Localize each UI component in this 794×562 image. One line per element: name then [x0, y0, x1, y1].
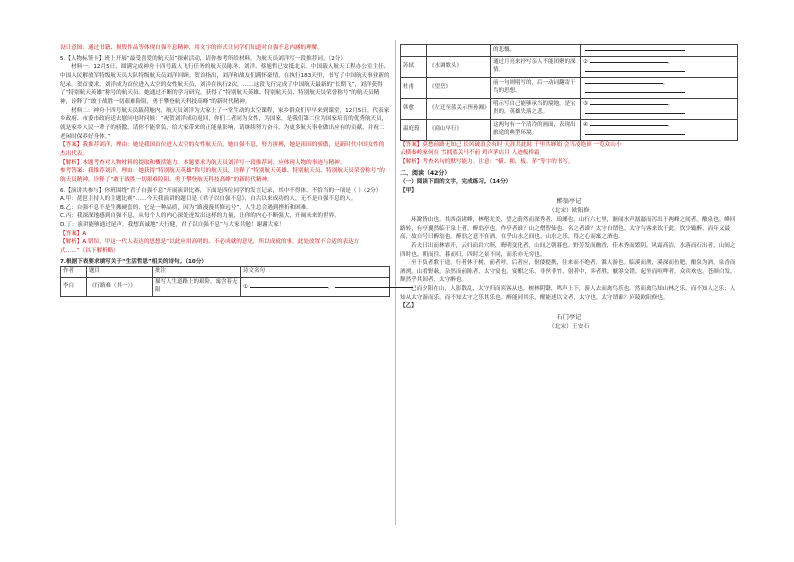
answer-line — [250, 283, 328, 288]
table-cell-blank[interactable]: ③ ， — [581, 98, 738, 119]
table-cell-title: 《水调歌头》 — [427, 56, 491, 77]
design-intent: 设计意图：通过书籍、损毁作品等体现自强不息精神，用文字的形式让同学们知道对自强不息内涵的理解。 — [60, 45, 323, 51]
q5-explanation-2: 参考答案：我推荐刘洋，理由：她获得“特别航天英雄”称号的航天员，诠释了“特别航天英雄、特别航天员、特别航天员荣誉称号”的航天员精神，诠释了“敢于战胜一切艰难险阻、勇于攀登航天科技高峰”的新时代精神。 — [60, 168, 385, 183]
answer-line — [585, 88, 685, 93]
table-cell-title: 《望岳》 — [427, 77, 491, 98]
table-header-cell: 作者 — [61, 267, 87, 278]
q5-explanation: 【解析】本题考查对人物材料的提取和概括能力。本题要求为航天员刘洋写一段推荐词，应体现人物的事迹与精神。 — [60, 159, 346, 166]
table-cell-empty — [401, 45, 427, 57]
q5-material-1: 材料一：12月5日，圆满完成神舟十四号载人飞行任务的航天员陈冬、刘洋、蔡旭哲已安抵北京。中国载人航天工程办公室主任、中国人民解放军特级航天员大队特级航天员刘洋回顾。贺首指出，刘洋和战友们满怀豪情，在执行183天里，书写了中国航天事业新的纪录。贺首要求，刘洋成为首位进入太空的女性航天员，刘洋在执行2次，……这段飞行完成了中国航天最新的“长期飞”，刘洋获得了“特别航天英雄”称号的航天员。她通过不断的学习研究，获得了“特别航天英雄、特别航天员、特别航天员荣誉称号”的航天员精神，诠释了“敢于战胜一切艰难险阻，勇于攀登航天科技高峰”的新时代精神。 — [60, 64, 390, 105]
answer-line — [585, 46, 685, 51]
table-cell-note: 通过月亮来抒写亲人不能团聚的深情。 — [491, 56, 581, 77]
q6-option-b: B.乙：自强不息不是生搬硬套的，它是一种品质，因为“路漫漫其修远兮”，人生总会遇到挫折和困难。 — [60, 204, 312, 211]
answer-line — [585, 67, 685, 72]
answer-line — [590, 100, 668, 105]
table-row — [401, 77, 738, 98]
q5-answer: 【答案】我推荐刘洋，理由：她是我国首位进入太空的女性航天员，她自强不息，努力拼搏，她是祖国的骄傲，是新时代中国女性的杰出代表。 — [60, 142, 385, 157]
table-header-cell: 诗文名句 — [241, 267, 390, 278]
table-cell-note: 的悲慨。 — [491, 45, 581, 57]
poetry-table-head — [60, 266, 390, 297]
blank-number: ③ — [583, 100, 588, 107]
section-reading: 二、阅读（42分） — [400, 169, 451, 177]
table-cell-author: 杜甫 — [401, 77, 427, 98]
q6-title: 6.【演讲共参与】你班围绕“君子自强不息”开展演讲比赛，下面是四位同学的发言记录，其中不得体、不恰当的一项是（ ）（2分） — [60, 187, 382, 194]
passage-paragraph: 若夫日出而林霏开，云归而岩穴暝，晦明变化者，山间之朝暮也。野芳发而幽香，佳木秀而繁阴，风霜高洁，水落而石出者，山间之四时也。朝而往，暮而归，四时之景不同，而乐亦无穷也。 — [400, 242, 736, 258]
table-cell-blank[interactable]: ④ ， — [581, 119, 738, 140]
answer-line — [585, 79, 663, 84]
table-row — [61, 278, 390, 297]
table-cell-empty — [427, 45, 491, 57]
q7-answers-1: 【答案】莫愁前路无知己 长风破浪会有时 天涯共此时 千里共婵娟 会当凌绝顶 一览众山小 — [400, 141, 622, 148]
table-header-cell: 批注 — [153, 267, 241, 278]
passage-paragraph: 至于负者歌于途，行者休于树，前者呼，后者应，伛偻提携，往来而不绝者，滁人游也。临溪而渔，溪深而鱼肥，酿泉为酒，泉香而酒洌，山肴野蔌，杂然而前陈者，太守宴也。宴酣之乐，非丝非竹，射者中，弈者胜，觥筹交错，起坐而喧哗者，众宾欢也。苍颜白发，颓然乎其间者，太守醉也。 — [400, 260, 736, 284]
passage-title-b: 石门亭记 — [556, 314, 582, 322]
passage-paragraph: 已而夕阳在山，人影散乱，太守归而宾客从也。树林阴翳，鸣声上下，游人去而禽鸟乐也。然而禽鸟知山林之乐，而不知人之乐；人知从太守游而乐，而不知太守之乐其乐也。醉能同其乐，醒能述以文者，太守也。太守谓谁？庐陵欧阳修也。 — [400, 286, 736, 301]
passage-paragraph: 环滁皆山也。其西南诸峰，林壑尤美，望之蔚然而深秀者，琅琊也。山行六七里，渐闻水声潺潺而泻出于两峰之间者，酿泉也。峰回路转，有亭翼然临于泉上者，醉翁亭也。作亭者谁？山之僧智仙也。名之者谁？太守自谓也。太守与客来饮于此，饮少辄醉，而年又最高，故自号曰醉翁也。醉翁之意不在酒，在乎山水之间也。山水之乐，得之心而寓之酒也。 — [400, 216, 736, 241]
passage-tag-b: 【乙】 — [400, 303, 417, 310]
table-header-row — [61, 267, 390, 278]
answer-line — [585, 130, 685, 135]
table-row — [401, 45, 738, 57]
table-cell-title: 《行路难（其一）》 — [87, 278, 153, 297]
passage-author-b: （北宋）王安石 — [548, 323, 590, 330]
table-cell-author: 苏轼 — [401, 56, 427, 77]
table-cell-author: 李白 — [61, 278, 87, 297]
table-cell-author: 韩愈 — [401, 98, 427, 119]
answer-line — [590, 121, 668, 126]
blank-number: ④ — [583, 121, 588, 128]
q6-answer: 【答案】A — [60, 230, 87, 237]
answer-line — [590, 58, 668, 63]
table-cell-note: 明示写自己能够承当的境地，是宝贵的，英雄失落之悲。 — [491, 98, 581, 119]
table-cell-blank[interactable] — [581, 45, 738, 57]
q5-title: 5.【人物标签卡】班上开展“最受喜爱的航天员”探索活动，请你参考所给材料，为航天员刘洋写一段推荐词。（2分） — [60, 55, 346, 62]
q6-explanation: 【解析】A.错误，甲这一代人表达的思想是“以此应用高明的、不必成就的意见，所以成就的事，此处放置不合适的表达方式……”（以下解析略） — [60, 239, 360, 255]
table-cell-note: 描写人生道路上的艰险，寓含着无限 — [153, 278, 241, 297]
table-cell-note: 前一句则明写的，后一动词翻寄于鸟的思想。 — [491, 77, 581, 98]
table-cell-note: 这两句有一个清冷的画面，表现出旅途的典型环境。 — [491, 119, 581, 140]
q6-option-d: D.丁：演讲能够通过尾声，我想真诚地“天行健，君子以自强不息”与大家共勉！谢谢大家！ — [60, 222, 285, 229]
reading-subtitle: （一）阅读下面的文字，完成练习。（14分） — [400, 178, 512, 185]
table-cell-author: 温庭筠 — [401, 119, 427, 140]
q5-material-2: 材料二：神舟十四号航天员载荷舱内，航天员刘洋为大家上了一堂生动的太空课程，家乡群众们早早来到课堂，12月5日，代表家乡政府、市委市政府送去慰问电时问候：“祝贺刘洋成功返回，你们二者同为女性，为国家，是我们第二位为国家培育的优秀航天员，就是家乡人民一辈子的骄傲，请你不能辜负，给大家带来的正能量影响，请继续努力奋斗，为更多航天事业做出应有的贡献，并祝二老闲时保养好身体。” — [60, 107, 390, 140]
table-row — [401, 56, 738, 77]
table-cell-blank[interactable]: ， — [581, 77, 738, 98]
table-row — [401, 119, 738, 140]
q7-explanation: 【解析】考查名句的默写能力。注意：“横、拥、板、茅”等字的书写。 — [400, 159, 574, 166]
table-cell-title: 《商山早行》 — [427, 119, 491, 140]
blank-number: ① — [243, 283, 248, 290]
answer-line — [585, 109, 685, 114]
right-column — [400, 44, 738, 332]
q7-answers-2: 云横秦岭家何在 雪拥蓝关马不前 鸡声茅店月 人迹板桥霜 — [400, 150, 540, 157]
passage-tag-a: 【甲】 — [400, 187, 417, 194]
table-cell-blank[interactable]: ① ， — [241, 278, 390, 297]
passage-title-a: 醉翁亭记 — [556, 198, 582, 206]
table-cell-blank[interactable]: ② ， — [581, 56, 738, 77]
poetry-table-cont — [400, 44, 738, 141]
table-row — [401, 98, 738, 119]
blank-number: ② — [583, 58, 588, 65]
q6-option-a: A.甲：琵琶主持人的主题比赛“……今天我演讲的题目是《君子以自强不息》，自古以来成功的人，无不是自强不息的人。 — [60, 196, 357, 203]
q6-option-c: C.丙：我深深地感到自强不息，从每个人的内心深处迸发出这样的力量，让你的内心不断强大，开阔未来的世界。 — [60, 213, 340, 220]
passage-author-a: （北宋）欧阳修 — [548, 207, 590, 214]
left-column — [60, 44, 390, 297]
table-cell-title: 《左迁至蓝关示侄孙湘》 — [427, 98, 491, 119]
q7-title: 7.根据下表要求填写关于“生活哲思”相关的诗句。（10分） — [60, 258, 208, 265]
table-header-cell: 题目 — [87, 267, 153, 278]
